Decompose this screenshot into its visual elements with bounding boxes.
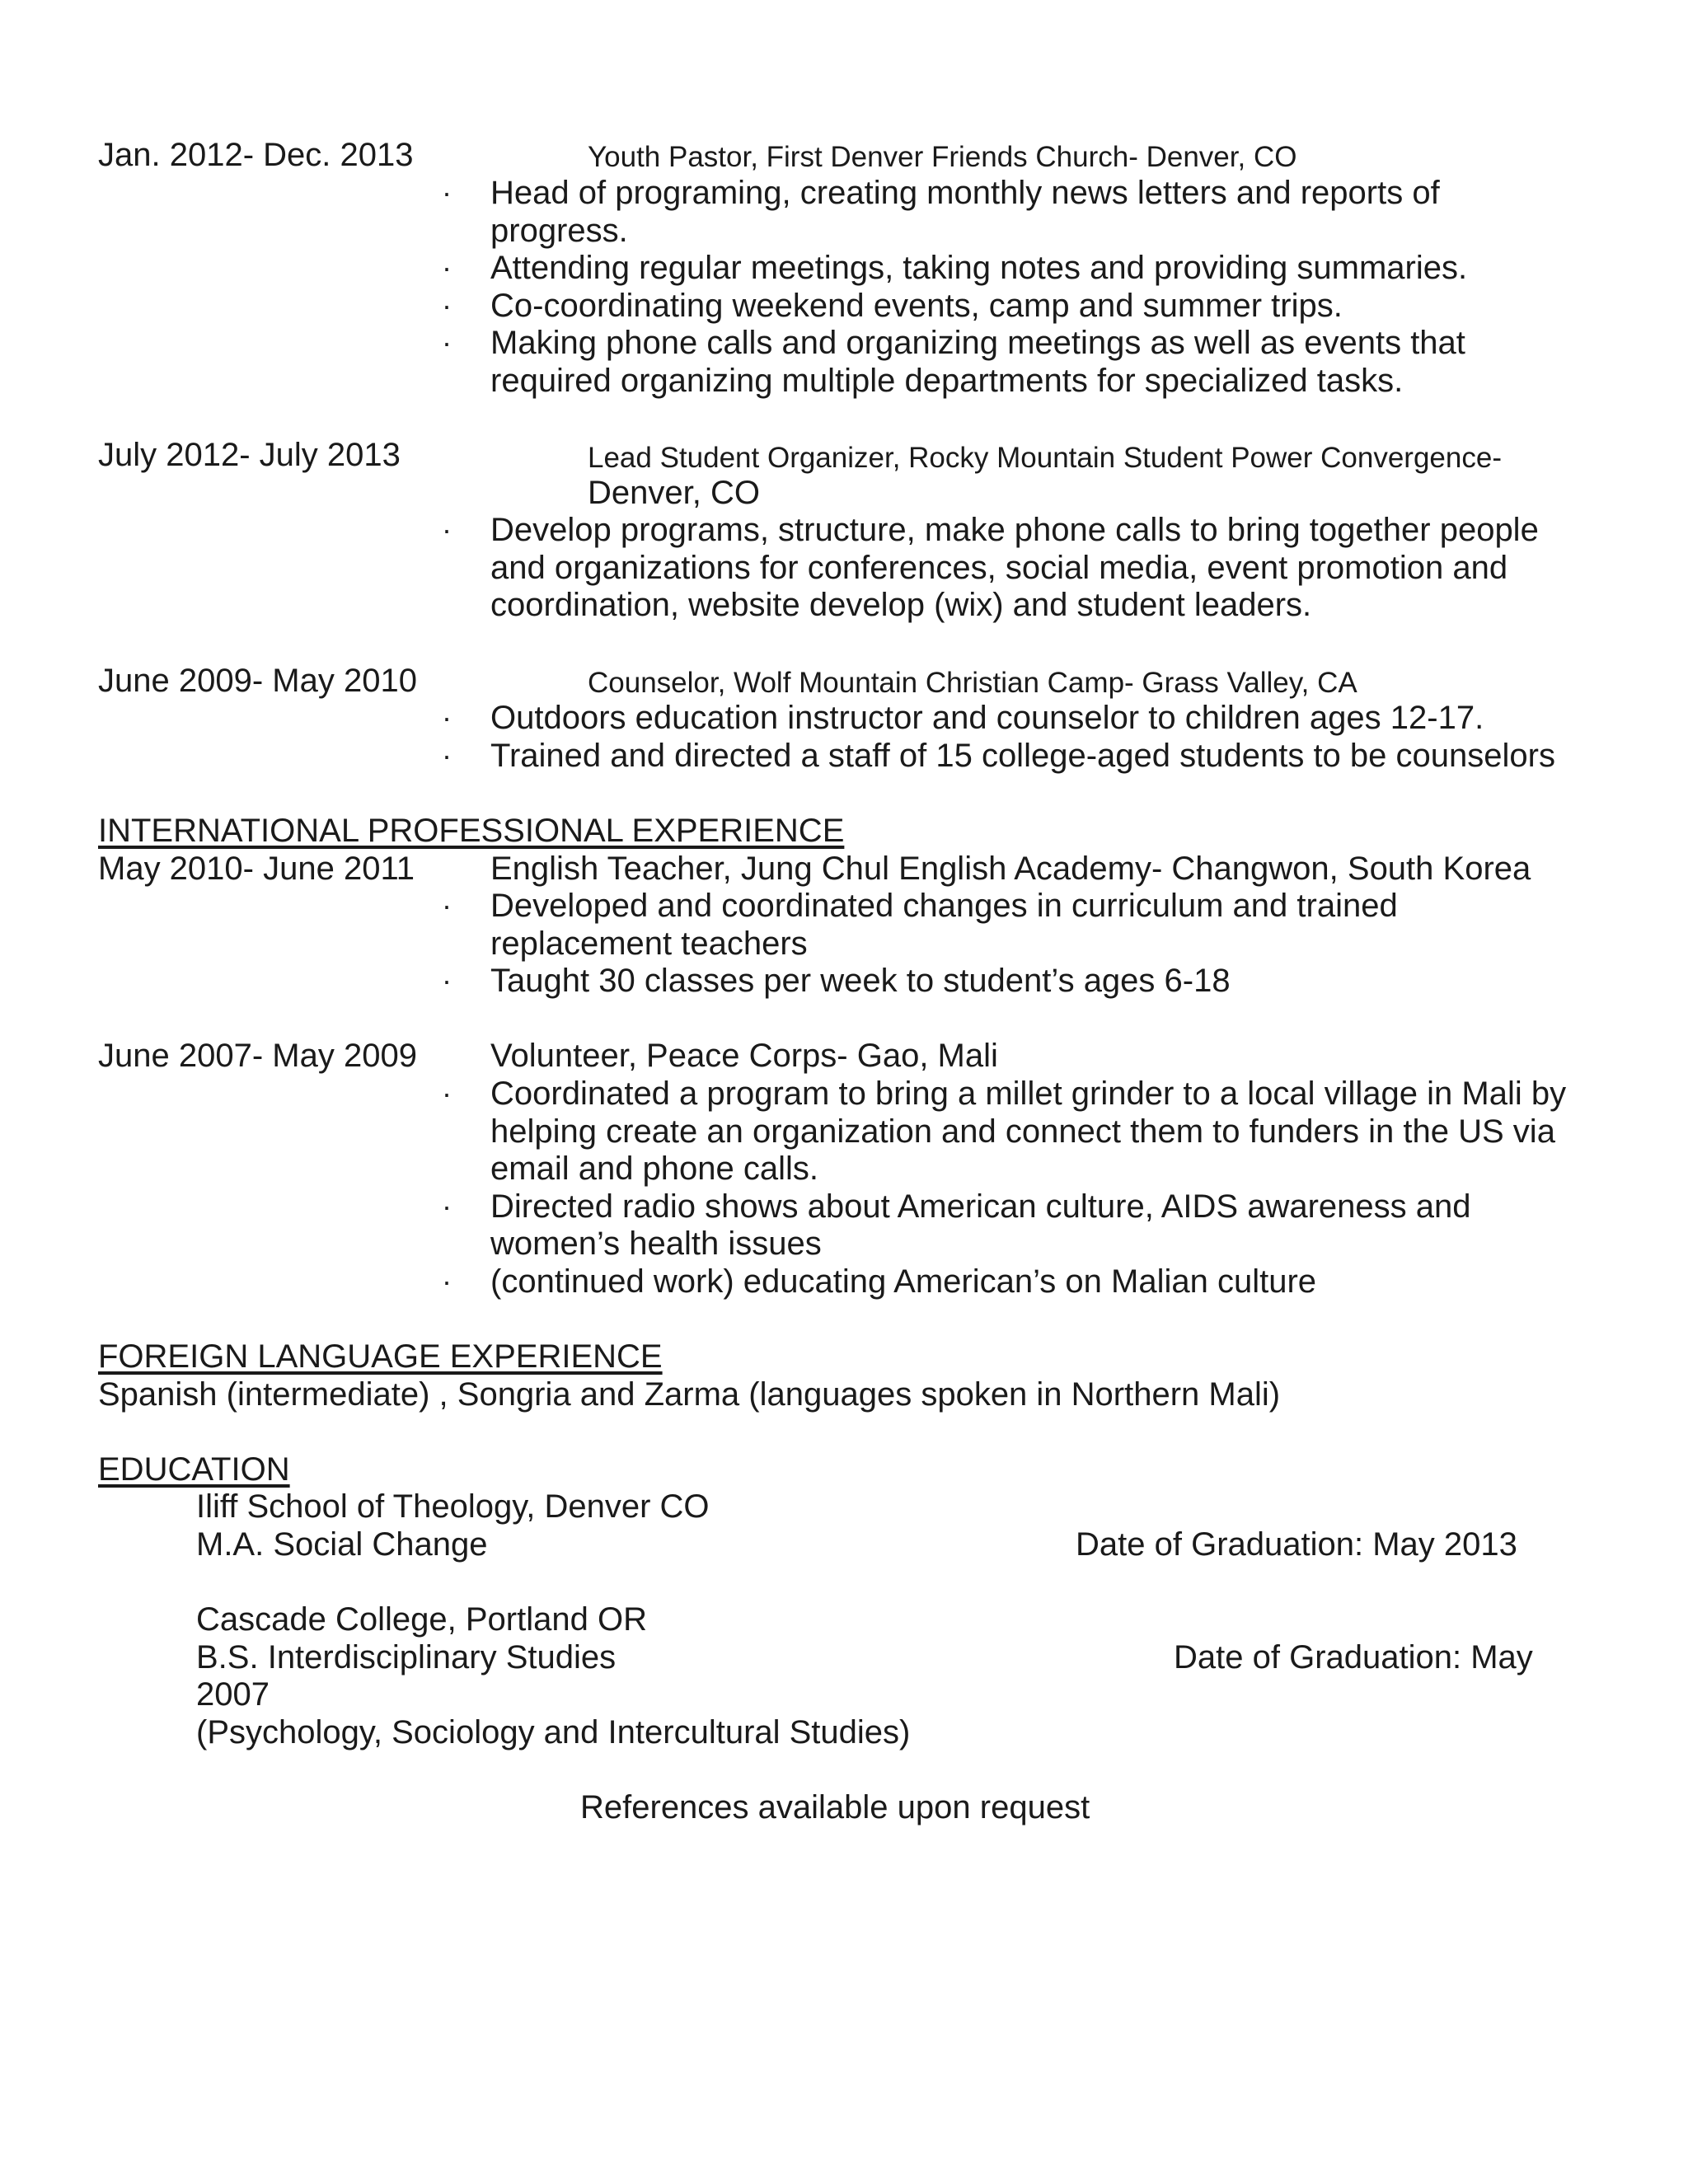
bullet-text: Taught 30 classes per week to student’s ages 6-18 bbox=[490, 963, 1231, 999]
bullet-text: email and phone calls. bbox=[490, 1151, 819, 1187]
bullet-text: Trained and directed a staff of 15 college-aged students to be counselors bbox=[490, 738, 1555, 774]
bullet-icon: · bbox=[442, 176, 452, 209]
bullet-icon: · bbox=[442, 888, 452, 922]
degree: B.S. Interdisciplinary Studies bbox=[196, 1639, 617, 1675]
bullet-text: Head of programing, creating monthly news letters and reports of bbox=[490, 175, 1440, 211]
job-title: Lead Student Organizer, Rocky Mountain Student Power Convergence- bbox=[588, 442, 1502, 474]
bullet-text: progress. bbox=[490, 213, 628, 249]
bullet-text: Outdoors education instructor and counselor to children ages 12-17. bbox=[490, 700, 1484, 736]
bullet-text: and organizations for conferences, social media, event promotion and bbox=[490, 550, 1508, 586]
bullet-text: women’s health issues bbox=[490, 1226, 822, 1262]
job-title: Volunteer, Peace Corps- Gao, Mali bbox=[490, 1038, 998, 1074]
job-dates: Jan. 2012- Dec. 2013 bbox=[98, 137, 414, 173]
bullet-icon: · bbox=[442, 1189, 452, 1223]
bullet-icon: · bbox=[442, 1076, 452, 1110]
school-name: Iliff School of Theology, Denver CO bbox=[196, 1488, 710, 1525]
section-heading: FOREIGN LANGUAGE EXPERIENCE bbox=[98, 1338, 663, 1375]
language-text: Spanish (intermediate) , Songria and Zarma (languages spoken in Northern Mali) bbox=[98, 1376, 1281, 1413]
bullet-icon: · bbox=[442, 288, 452, 322]
bullet-text: Coordinated a program to bring a millet grinder to a local village in Mali by bbox=[490, 1076, 1567, 1112]
bullet-text: replacement teachers bbox=[490, 926, 808, 962]
job-title: Denver, CO bbox=[588, 475, 760, 511]
graduation-date: Date of Graduation: May 2013 bbox=[1076, 1526, 1517, 1563]
bullet-text: required organizing multiple departments for specialized tasks. bbox=[490, 363, 1404, 399]
job-dates: July 2012- July 2013 bbox=[98, 437, 401, 473]
bullet-icon: · bbox=[442, 513, 452, 546]
school-name: Cascade College, Portland OR bbox=[196, 1601, 647, 1638]
section-heading: INTERNATIONAL PROFESSIONAL EXPERIENCE bbox=[98, 813, 845, 849]
bullet-icon: · bbox=[442, 251, 452, 284]
bullet-text: Develop programs, structure, make phone calls to bring together people bbox=[490, 512, 1539, 548]
bullet-icon: · bbox=[442, 963, 452, 997]
job-title: English Teacher, Jung Chul English Academy- Changwon, South Korea bbox=[490, 851, 1531, 887]
job-dates: May 2010- June 2011 bbox=[98, 851, 415, 887]
job-dates: June 2009- May 2010 bbox=[98, 663, 417, 699]
bullet-text: (continued work) educating American’s on Malian culture bbox=[490, 1263, 1317, 1300]
bullet-text: helping create an organization and connect them to funders in the US via bbox=[490, 1113, 1555, 1150]
degree: M.A. Social Change bbox=[196, 1526, 488, 1563]
section-heading: EDUCATION bbox=[98, 1451, 290, 1488]
job-dates: June 2007- May 2009 bbox=[98, 1038, 417, 1074]
bullet-icon: · bbox=[442, 738, 452, 772]
bullet-icon: · bbox=[442, 1264, 452, 1298]
bullet-text: Making phone calls and organizing meetings as well as events that bbox=[490, 325, 1465, 361]
bullet-icon: · bbox=[442, 701, 452, 734]
bullet-icon: · bbox=[442, 326, 452, 359]
job-title: Youth Pastor, First Denver Friends Church- Denver, CO bbox=[588, 141, 1297, 173]
bullet-text: Developed and coordinated changes in curriculum and trained bbox=[490, 888, 1398, 924]
graduation-year: 2007 bbox=[196, 1676, 270, 1713]
bullet-text: Directed radio shows about American culture, AIDS awareness and bbox=[490, 1188, 1471, 1225]
bullet-text: Attending regular meetings, taking notes and providing summaries. bbox=[490, 250, 1468, 286]
graduation-date: Date of Graduation: May bbox=[1174, 1639, 1533, 1675]
job-title: Counselor, Wolf Mountain Christian Camp- Grass Valley, CA bbox=[588, 667, 1357, 699]
bullet-text: coordination, website develop (wix) and student leaders. bbox=[490, 587, 1312, 623]
degree-note: (Psychology, Sociology and Intercultural Studies) bbox=[196, 1714, 911, 1750]
bullet-text: Co-coordinating weekend events, camp and summer trips. bbox=[490, 288, 1343, 324]
references-note: References available upon request bbox=[580, 1789, 1090, 1825]
